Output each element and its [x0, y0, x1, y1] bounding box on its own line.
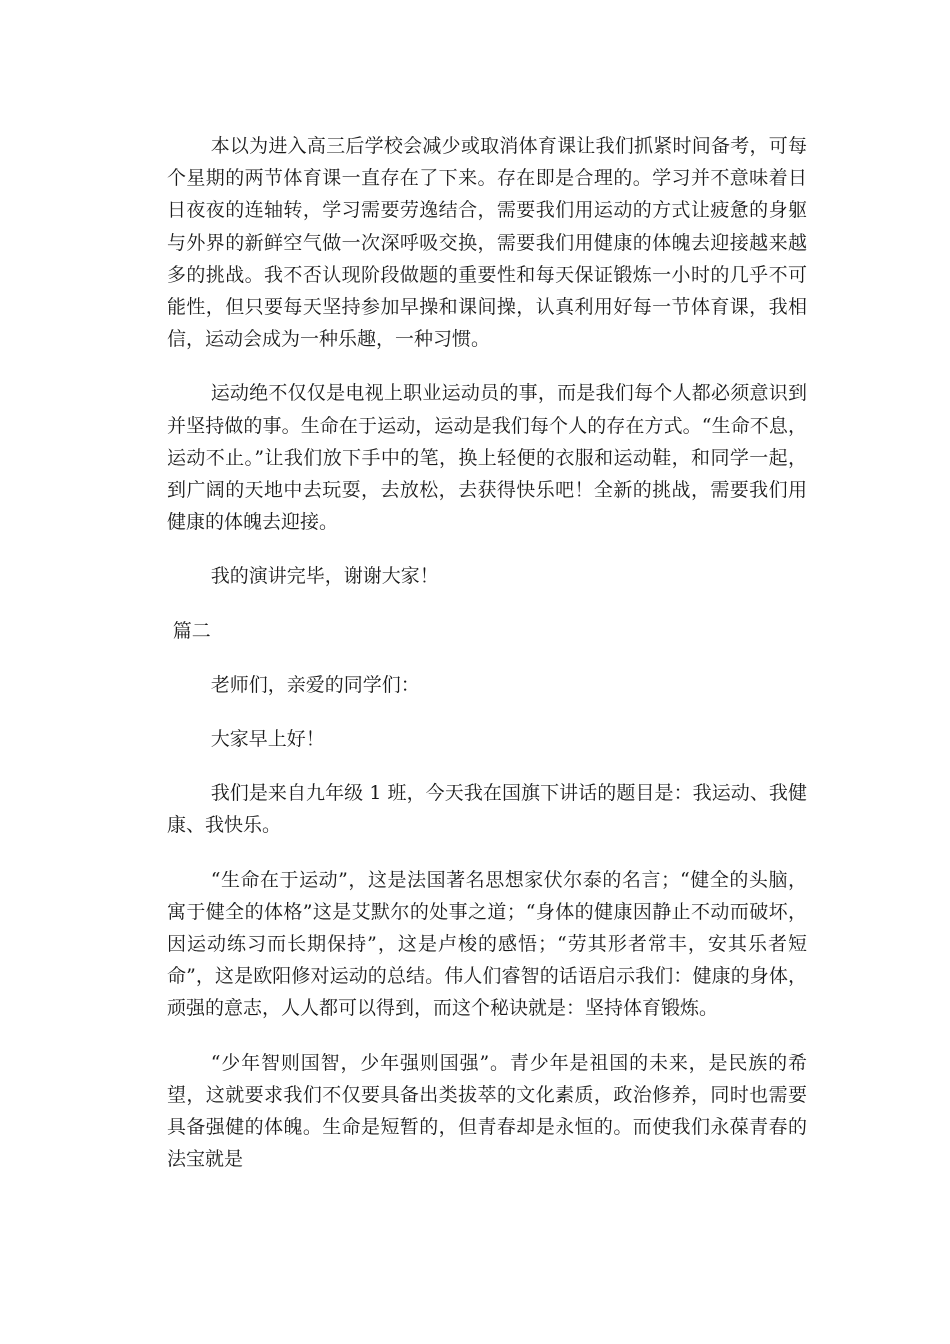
section-heading: 篇二	[172, 619, 211, 642]
salutation: 老师们，亲爱的同学们：	[210, 673, 420, 696]
paragraph: 本以为进入高三后学校会减少或取消体育课让我们抓紧时间备考，可每个星期的两节体育课一直存在了下来。存在即是合理的。学习并不意味着日日夜夜的连轴转，学习需要劳逸结合，需要我们用运动的方式让疲惫的身躯与外界的新鲜空气做一次深呼吸交换，需要我们用健康的体魄去迎接越来越多的挑战。我不否认现阶段做题的重要性和每天保证锻炼一小时的几乎不可能性，但只要每天坚持参加早操和课间操，认真利用好每一节体育课，我相信，运动会成为一种乐趣，一种习惯。	[167, 135, 807, 351]
paragraph: 运动绝不仅仅是电视上职业运动员的事，而是我们每个人都必须意识到并坚持做的事。生命在于运动，运动是我们每个人的存在方式。“生命不息，运动不止。”让我们放下手中的笔，换上轻便的衣服和运动鞋，和同学一起，到广阔的天地中去玩耍，去放松，去获得快乐吧！全新的挑战，需要我们用健康的体魄去迎接。	[167, 382, 807, 534]
paragraph: “少年智则国智，少年强则国强”。青少年是祖国的未来，是民族的希望，这就要求我们不仅要具备出类拔萃的文化素质，政治修养，同时也需要具备强健的体魄。生命是短暂的，但青春却是永恒的。而使我们永葆青春的法宝就是	[167, 1051, 807, 1171]
paragraph: 我们是来自九年级 1 班，今天我在国旗下讲话的题目是：我运动、我健康、我快乐。	[167, 782, 807, 837]
paragraph: “生命在于运动”，这是法国著名思想家伏尔泰的名言；“健全的头脑，寓于健全的体格”这是艾默尔的处事之道；“身体的健康因静止不动而破坏，因运动练习而长期保持”，这是卢梭的感悟；“劳其形者常丰，安其乐者短命”，这是欧阳修对运动的总结。伟人们睿智的话语启示我们：健康的身体，顽强的意志，人人都可以得到，而这个秘诀就是：坚持体育锻炼。	[167, 868, 807, 1020]
document-body	[167, 130, 807, 1175]
closing-line: 我的演讲完毕，谢谢大家！	[210, 565, 439, 588]
greeting: 大家早上好！	[210, 728, 325, 751]
